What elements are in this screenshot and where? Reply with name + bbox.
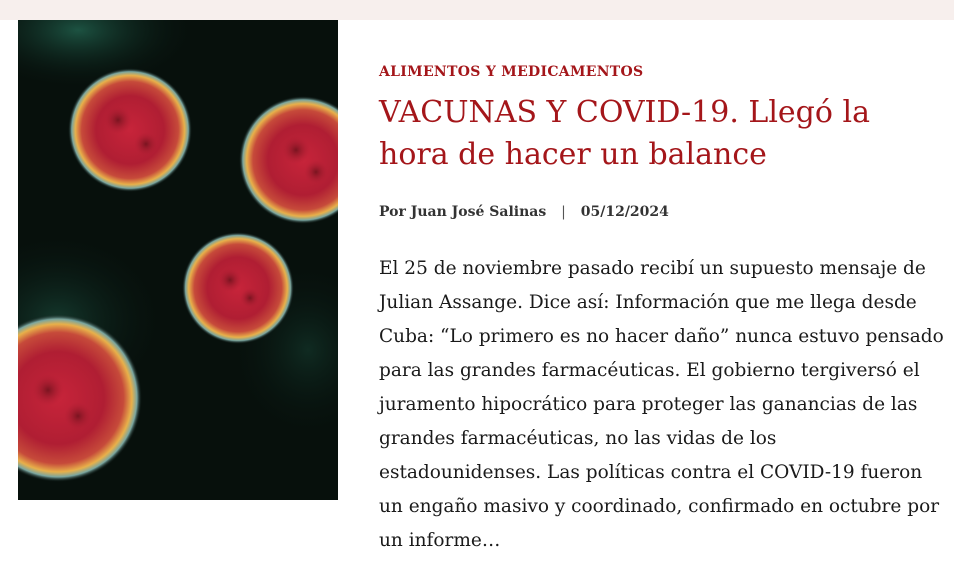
meta-separator: | (561, 204, 566, 220)
article-excerpt: El 25 de noviembre pasado recibí un supuesto mensaje de Julian Assange. Dice así: Información que me llega desde Cuba: “Lo primero es no hacer daño” nunca estuvo pensado para las grandes farmacéuticas. El gobierno tergiversó el juramento hipocrático para proteger las ganancias de las grandes farmacéuticas, no las vidas de los estadounidenses. Las políticas contra el COVID-19 fueron un engaño masivo y coordinado, confirmado en octubre por un informe… (379, 258, 944, 551)
virus-particle (68, 68, 192, 192)
article-card (0, 20, 954, 568)
author-link[interactable]: Juan José Salinas (410, 204, 547, 220)
virus-illustration (18, 20, 338, 500)
publish-date: 05/12/2024 (580, 204, 669, 220)
article-image[interactable] (18, 20, 338, 500)
virus-particle (182, 232, 294, 344)
article-title[interactable]: VACUNAS Y COVID-19. Llegó la hora de hacer un balance (379, 95, 870, 172)
category-link[interactable]: ALIMENTOS Y MEDICAMENTOS (379, 64, 644, 80)
article-meta (379, 204, 669, 220)
author-prefix: Por (379, 204, 411, 220)
